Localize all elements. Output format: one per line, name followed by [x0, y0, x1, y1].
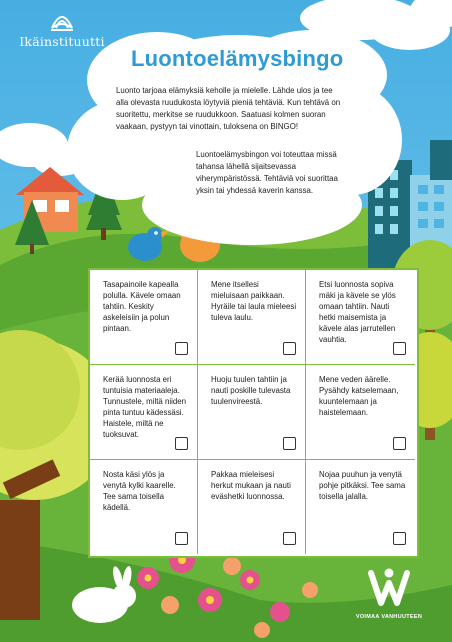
task-text: Nojaa puuhun ja venytä pohje pitkäksi. Tee sama toisella jalalla.	[319, 470, 406, 501]
checkbox[interactable]	[175, 342, 188, 355]
intro-text: Luonto tarjoaa elämyksiä keholle ja mielelle. Lähde ulos ja tee alla olevasta ruudukosta löytyviä pieniä tehtäviä. Kun tehtävä on suoritettu, merkitse se ruudukkoon. Saatuasi kolmen suoran vaakaan, pystyyn tai vinottain, tuloksena on BINGO!	[116, 86, 341, 131]
voimaa-vanhuuteen-logo	[354, 565, 424, 620]
task-text: Kerää luonnosta eri tuntuisia materiaaleja. Tunnustele, miltä niiden pinta tuntuu kädessäsi. Haistele, miltä ne tuoksuvat.	[103, 375, 187, 439]
checkbox[interactable]	[393, 437, 406, 450]
checkbox[interactable]	[175, 532, 188, 545]
bingo-cell	[90, 460, 198, 554]
checkbox[interactable]	[393, 532, 406, 545]
checkbox[interactable]	[393, 342, 406, 355]
w-figure-logo-icon	[367, 565, 411, 609]
checkbox[interactable]	[175, 437, 188, 450]
task-text: Pakkaa mieleisesi herkut mukaan ja nauti eväshetki luonnossa.	[211, 470, 291, 501]
task-text: Huoju tuulen tahtiin ja nauti poskille tulevasta tuulenvireestä.	[211, 375, 291, 406]
checkbox[interactable]	[283, 437, 296, 450]
page-title: Luontoelämysbingo	[131, 46, 344, 71]
task-text: Tasapainoile kapealla polulla. Kävele omaan tahtiin. Keskity askeleisiin ja polun pintaan.	[103, 280, 181, 333]
task-text: Etsi luonnosta sopiva mäki ja kävele se ylös omaan tahtiin. Nauti hetki maisemista ja kävele alas jarrutellen vauhtia.	[319, 280, 396, 344]
bingo-cell	[306, 365, 415, 460]
checkbox[interactable]	[283, 342, 296, 355]
intro-text-2: Luontoelämysbingon voi toteuttaa missä tahansa lähellä sijaitsevassa viherympäristössä. Tehtäviä voi suorittaa yksin tai yhdessä kaverin kanssa.	[196, 150, 338, 195]
task-text: Nosta käsi ylös ja venytä kylki kaarelle. Tee sama toisella kädellä.	[103, 470, 176, 512]
bingo-cell	[306, 460, 415, 554]
checkbox[interactable]	[283, 532, 296, 545]
partner-name: VOIMAA VANHUUTEEN	[355, 614, 423, 620]
bingo-grid	[88, 268, 419, 558]
task-text: Mene veden äärelle. Pysähdy katselemaan, kuuntelemaan ja haistelemaan.	[319, 375, 399, 417]
bingo-cell	[90, 270, 198, 365]
bingo-cell	[306, 270, 415, 365]
task-text: Mene itsellesi mieluisaan paikkaan. Hyräile tai laula mieleesi tuleva laulu.	[211, 280, 297, 322]
bingo-cell	[198, 270, 306, 365]
brand-name: Ikäinstituutti	[19, 34, 105, 49]
bingo-cell	[90, 365, 198, 460]
bingo-cell	[198, 460, 306, 554]
bingo-cell	[198, 365, 306, 460]
